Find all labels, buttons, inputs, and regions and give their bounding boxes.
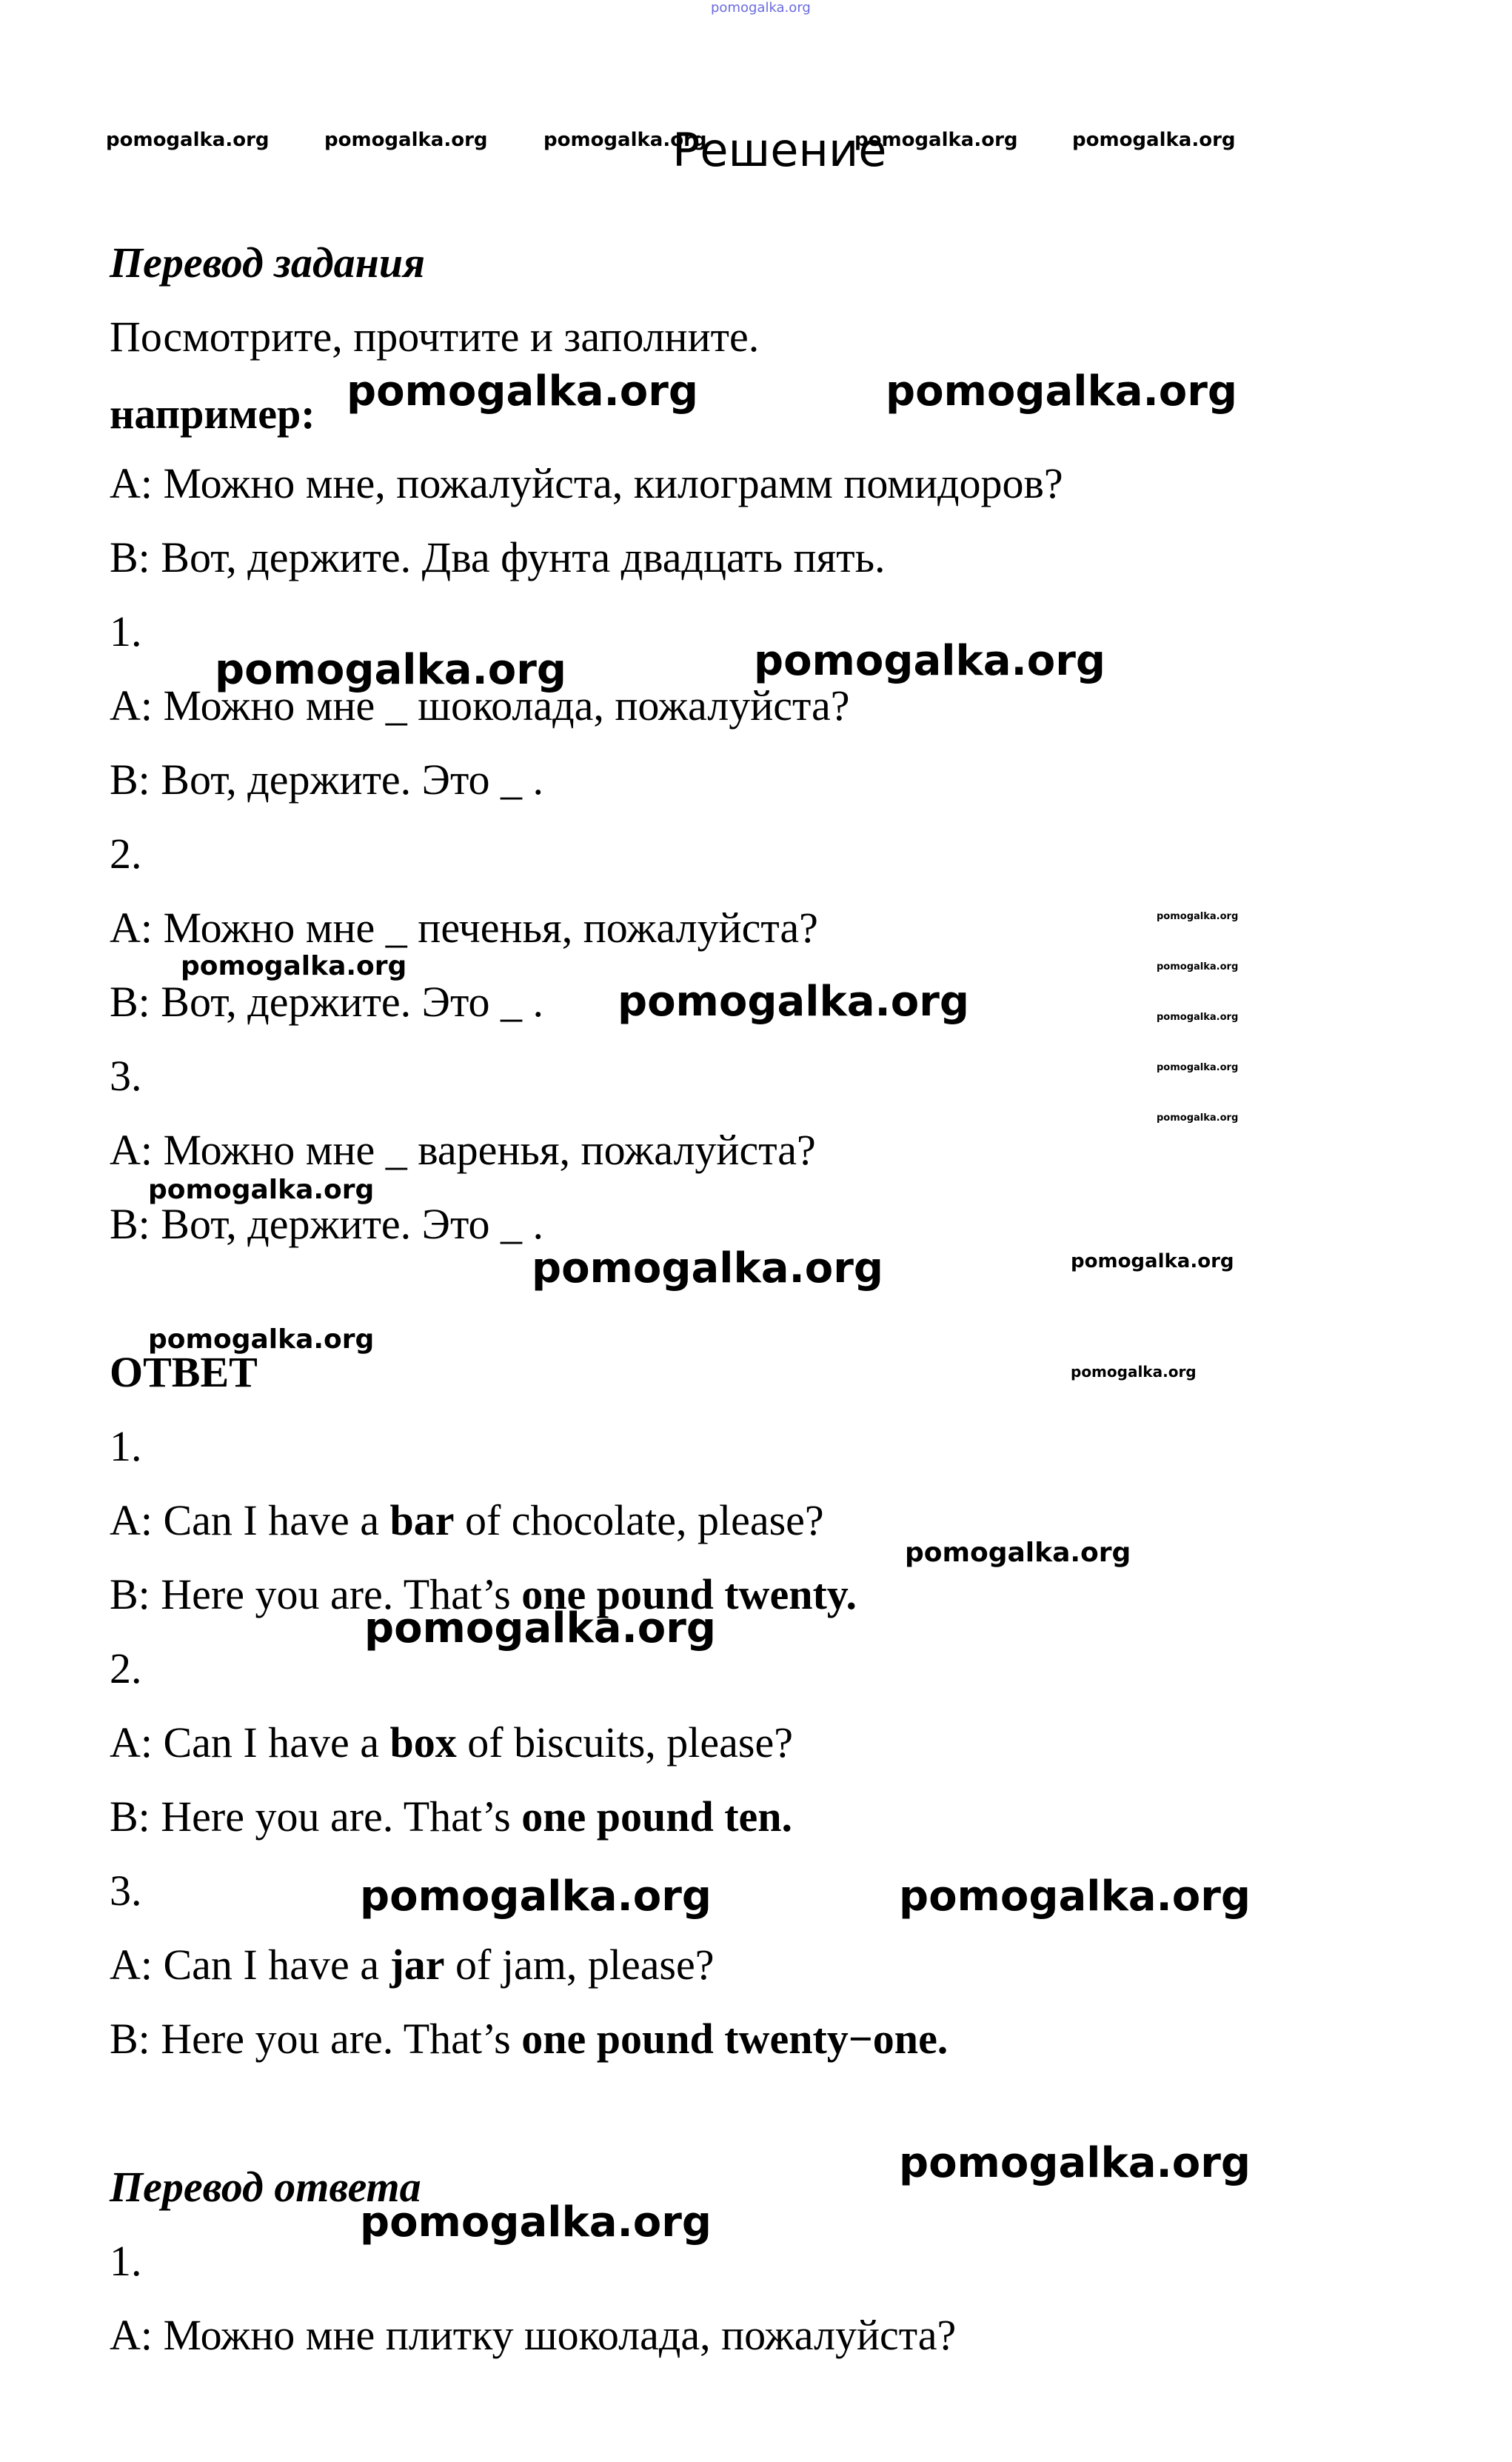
answer-item-line-a: A: Can I have a bar of chocolate, please? — [110, 1496, 824, 1544]
watermark: pomogalka.org — [148, 1324, 375, 1355]
watermark: pomogalka.org — [1071, 1250, 1234, 1272]
answer-item-line-b: B: Here you are. That’s one pound ten. — [110, 1792, 793, 1841]
task-item-number: 3. — [110, 1052, 142, 1100]
watermark: pomogalka.org — [618, 978, 969, 1026]
task-item-line-b: B: Вот, держите. Это _ . — [110, 755, 544, 804]
answer-word: bar — [389, 1496, 455, 1544]
watermark: pomogalka.org — [1071, 1363, 1197, 1381]
watermark: pomogalka.org — [106, 129, 270, 151]
example-line-b: B: Вот, держите. Два фунта двадцать пять. — [110, 533, 886, 581]
watermark: pomogalka.org — [711, 0, 811, 16]
watermark: pomogalka.org — [148, 1175, 375, 1205]
answer-item-line-b: B: Here you are. That’s one pound twenty. — [110, 1570, 857, 1618]
example-label: например: — [110, 390, 315, 438]
watermark: pomogalka.org — [1157, 1012, 1239, 1023]
translation-item-line-a: A: Можно мне плитку шоколада, пожалуйста? — [110, 2311, 957, 2359]
watermark: pomogalka.org — [324, 129, 488, 151]
answer-price: one pound twenty−one. — [521, 2015, 949, 2063]
answer-item-line-b: B: Here you are. That’s one pound twenty−one. — [110, 2015, 949, 2063]
task-item-line-a: A: Можно мне _ варенья, пожалуйста? — [110, 1126, 816, 1174]
answer-price: one pound twenty. — [521, 1570, 857, 1618]
answer-word: jar — [389, 1941, 445, 1989]
watermark: pomogalka.org — [532, 1244, 883, 1292]
task-item-number: 2. — [110, 830, 142, 878]
watermark: pomogalka.org — [886, 367, 1237, 416]
answer-item-number: 1. — [110, 1422, 142, 1470]
watermark: pomogalka.org — [754, 637, 1105, 685]
watermark: pomogalka.org — [899, 2139, 1251, 2187]
answer-item-number: 3. — [110, 1866, 142, 1915]
watermark: pomogalka.org — [854, 129, 1018, 151]
watermark: pomogalka.org — [1157, 911, 1239, 922]
watermark: pomogalka.org — [181, 951, 407, 981]
watermark: pomogalka.org — [215, 646, 566, 694]
task-item-number: 1. — [110, 607, 142, 655]
watermark: pomogalka.org — [899, 1872, 1251, 1921]
watermark: pomogalka.org — [1157, 961, 1239, 973]
watermark: pomogalka.org — [543, 129, 707, 151]
watermark: pomogalka.org — [1072, 129, 1236, 151]
task-item-line-b: B: Вот, держите. Это _ . — [110, 1200, 544, 1248]
watermark: pomogalka.org — [360, 2198, 712, 2246]
task-instruction: Посмотрите, прочтите и заполните. — [110, 313, 760, 361]
answer-translation-heading: Перевод ответа — [110, 2163, 421, 2211]
watermark: pomogalka.org — [1157, 1062, 1239, 1073]
answer-item-line-a: A: Can I have a box of biscuits, please? — [110, 1718, 793, 1767]
watermark: pomogalka.org — [360, 1872, 712, 1921]
answer-item-number: 2. — [110, 1644, 142, 1692]
watermark: pomogalka.org — [347, 367, 698, 416]
task-item-line-a: A: Можно мне _ печенья, пожалуйста? — [110, 904, 818, 952]
answer-item-line-a: A: Can I have a jar of jam, please? — [110, 1941, 715, 1989]
watermark: pomogalka.org — [905, 1538, 1131, 1568]
page-title: Решение — [672, 123, 887, 177]
task-item-line-a: A: Можно мне _ шоколада, пожалуйста? — [110, 681, 850, 730]
task-heading: Перевод задания — [110, 238, 425, 287]
watermark: pomogalka.org — [1157, 1112, 1239, 1124]
translation-item-number: 1. — [110, 2237, 142, 2285]
answer-word: box — [389, 1718, 457, 1767]
watermark: pomogalka.org — [364, 1604, 716, 1652]
answer-heading: ОТВЕТ — [110, 1348, 258, 1396]
example-line-a: A: Можно мне, пожалуйста, килограмм помидоров? — [110, 459, 1063, 507]
answer-price: one pound ten. — [521, 1792, 793, 1841]
task-item-line-b: B: Вот, держите. Это _ . — [110, 978, 544, 1026]
